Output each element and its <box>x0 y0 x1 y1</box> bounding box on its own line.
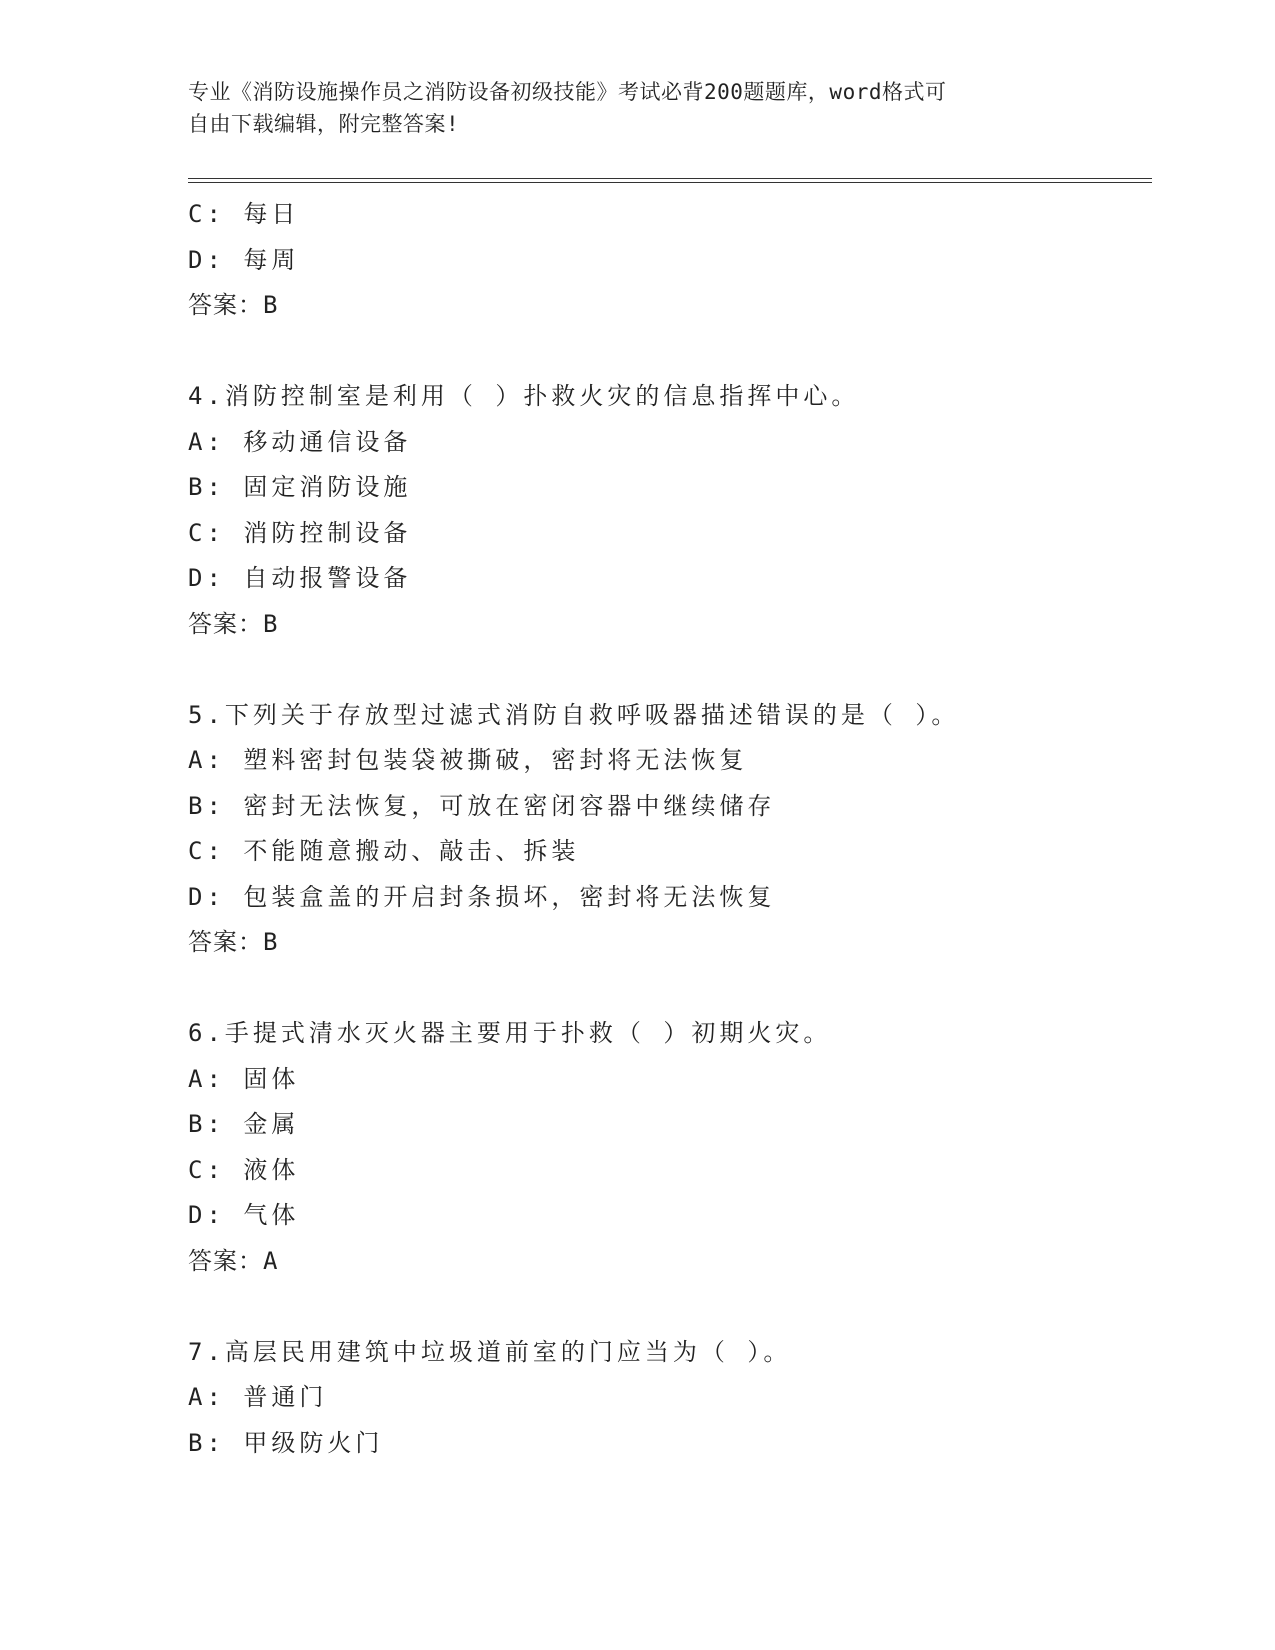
option-d: D: 气体 <box>188 1201 300 1229</box>
question-stem: 5.下列关于存放型过滤式消防自救呼吸器描述错误的是（ ）。 <box>188 700 960 729</box>
answer-line: 答案：B <box>188 928 279 956</box>
option-a: A: 移动通信设备 <box>188 427 412 456</box>
option-b: B: 固定消防设施 <box>188 473 412 501</box>
spacer <box>188 966 1148 1012</box>
spacer <box>188 1284 1148 1330</box>
option-b: B: 甲级防火门 <box>188 1428 384 1457</box>
option-a: A: 固体 <box>188 1064 300 1093</box>
spacer <box>188 329 1148 375</box>
question-stem: 4.消防控制室是利用（ ）扑救火灾的信息指挥中心。 <box>188 382 860 410</box>
question-stem: 7.高层民用建筑中垃圾道前室的门应当为（ ）。 <box>188 1337 792 1366</box>
header-divider-bottom <box>188 182 1152 183</box>
answer-line: 答案：B <box>188 609 279 638</box>
option-c: C: 不能随意搬动、敲击、拆装 <box>188 837 580 865</box>
option-d: D: 每周 <box>188 245 300 274</box>
question-list <box>188 192 1148 1466</box>
option-a: A: 普通门 <box>188 1383 328 1411</box>
answer-line: 答案：B <box>188 291 279 319</box>
option-b: B: 密封无法恢复，可放在密闭容器中继续储存 <box>188 791 776 820</box>
answer-line: 答案：A <box>188 1246 279 1275</box>
document-header <box>188 76 1068 140</box>
header-divider-top <box>188 178 1152 179</box>
option-c: C: 每日 <box>188 200 300 228</box>
option-d: D: 包装盒盖的开启封条损坏，密封将无法恢复 <box>188 882 776 911</box>
question-stem: 6.手提式清水灭火器主要用于扑救（ ）初期火灾。 <box>188 1019 832 1047</box>
option-a: A: 塑料密封包装袋被撕破，密封将无法恢复 <box>188 746 748 774</box>
option-c: C: 消防控制设备 <box>188 518 412 547</box>
header-line-1: 专业《消防设施操作员之消防设备初级技能》考试必背200题题库，word格式可 <box>188 80 947 104</box>
option-c: C: 液体 <box>188 1155 300 1184</box>
spacer <box>188 647 1148 693</box>
option-d: D: 自动报警设备 <box>188 564 412 592</box>
option-b: B: 金属 <box>188 1110 300 1138</box>
header-line-2: 自由下载编辑，附完整答案! <box>188 112 460 136</box>
